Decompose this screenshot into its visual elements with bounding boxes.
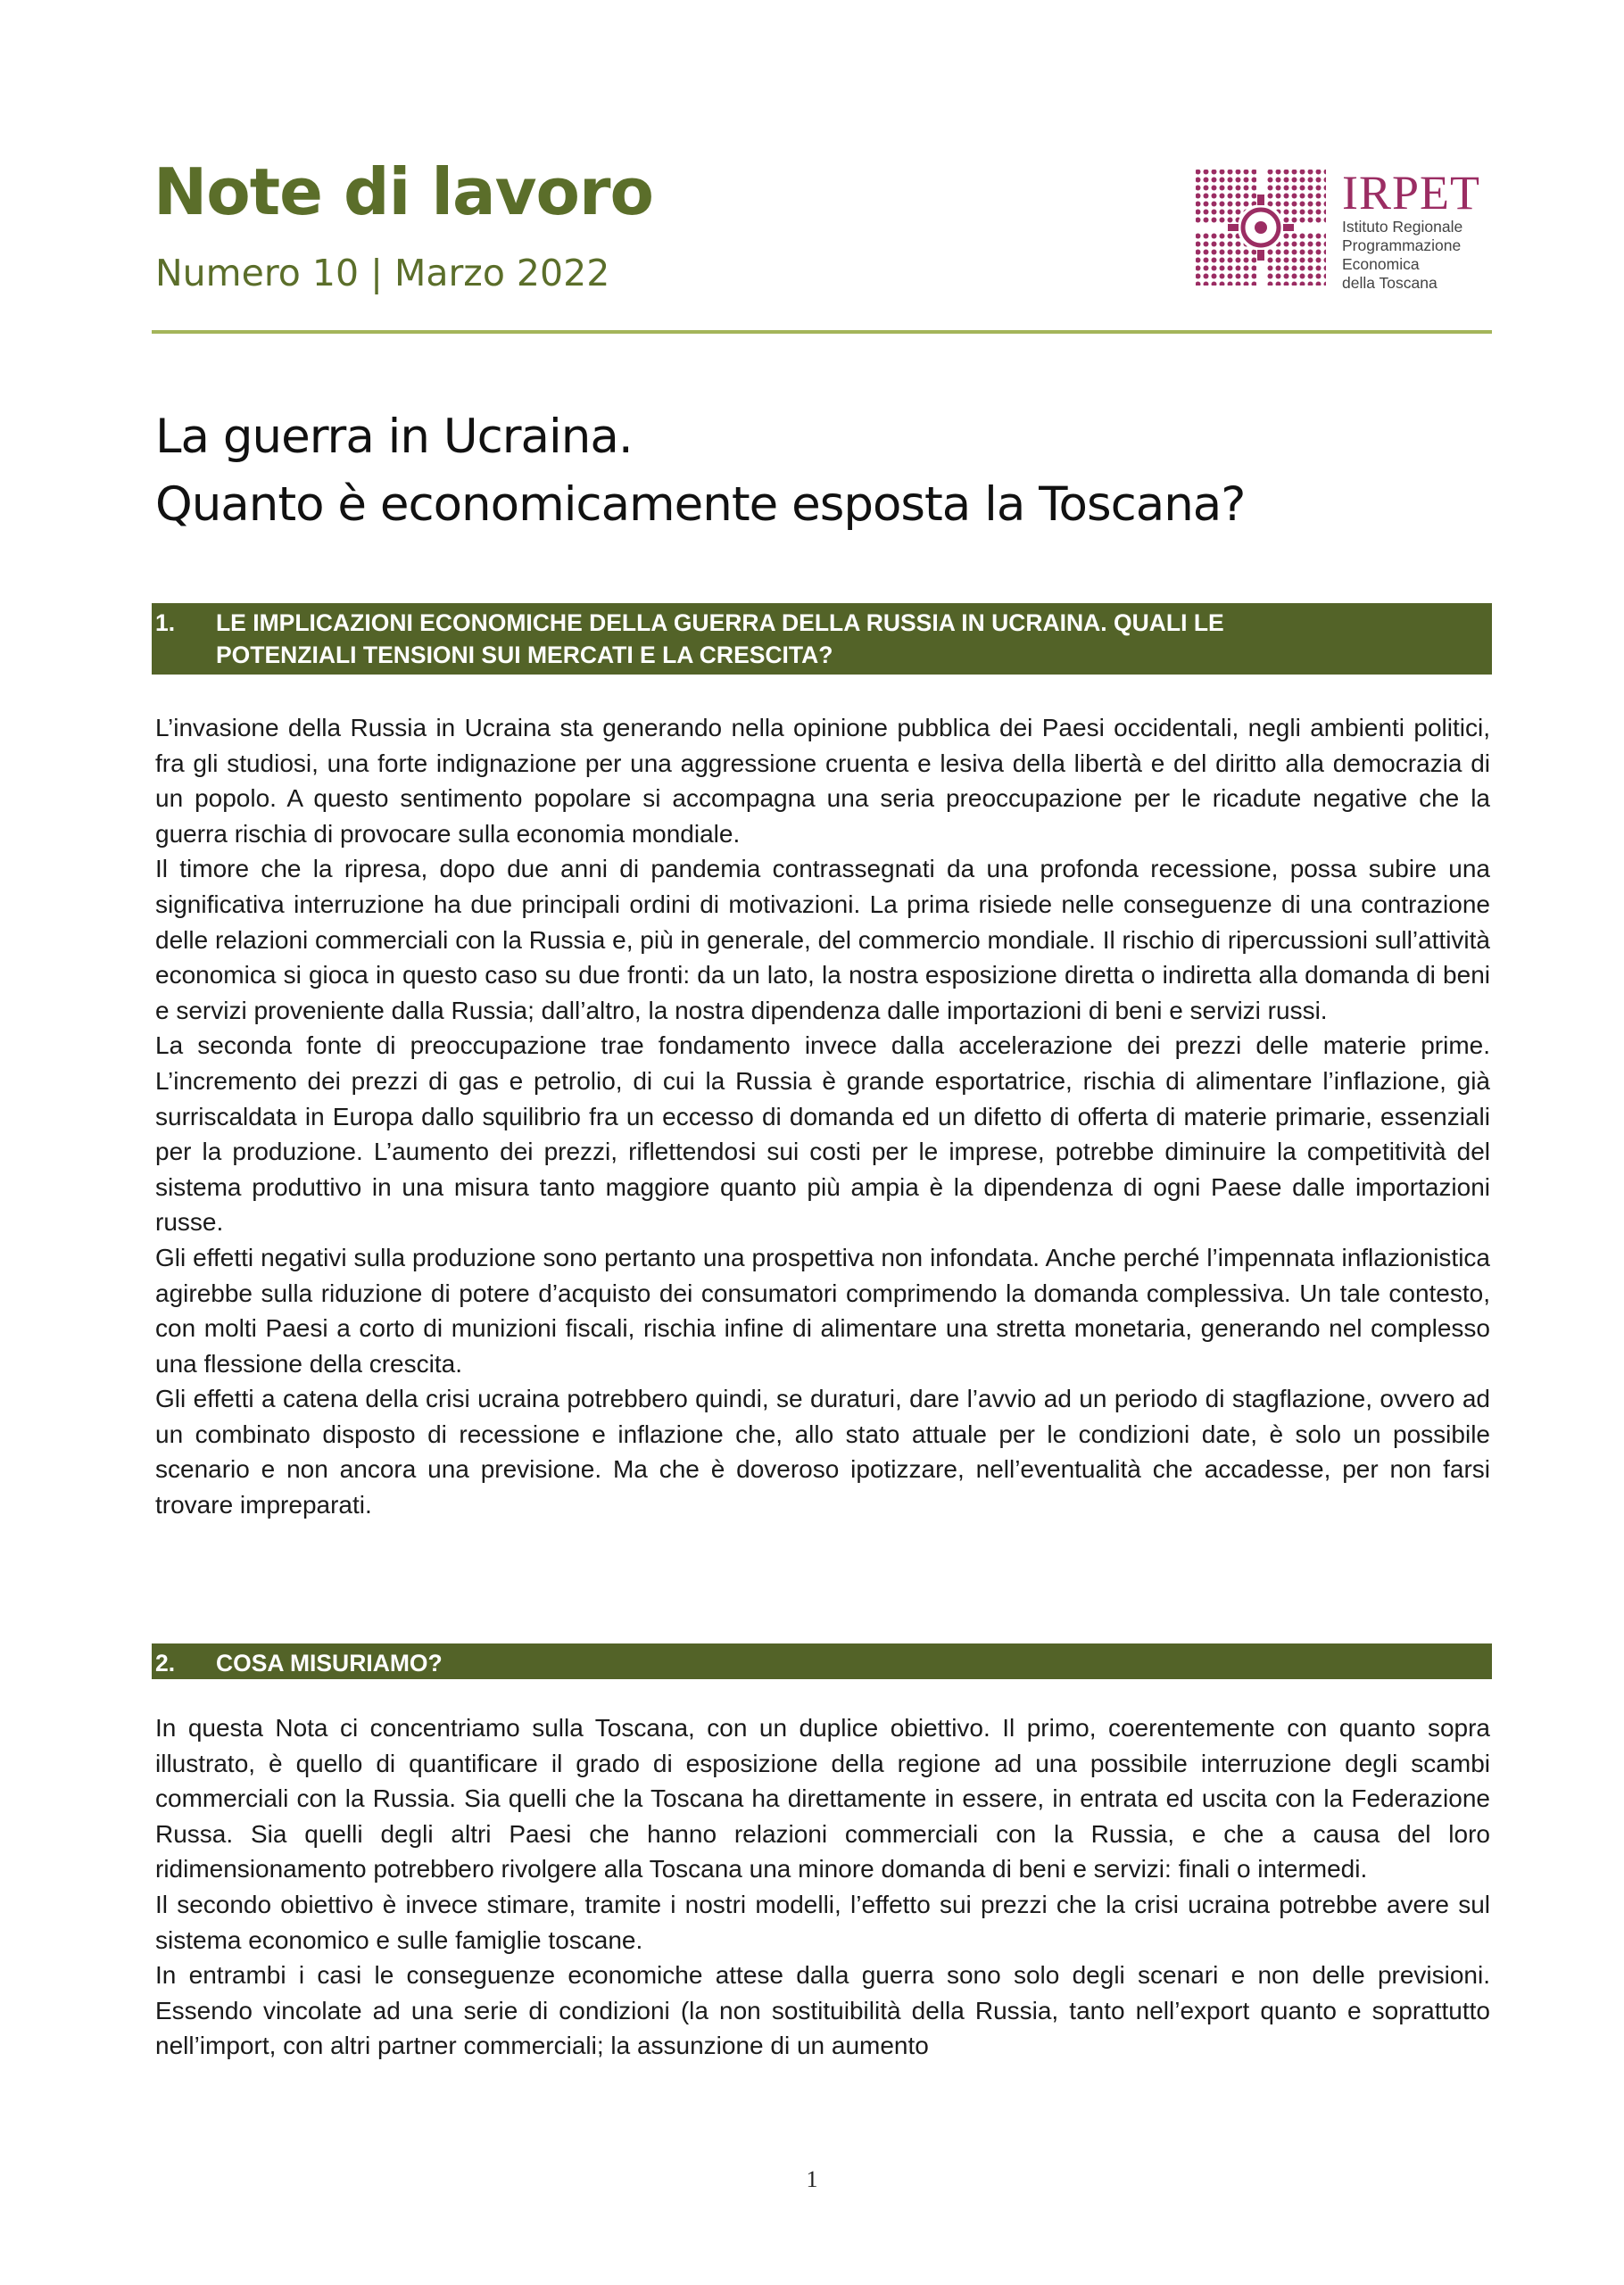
section-heading-line: COSA MISURIAMO? [216,1650,443,1676]
logo-subtitle-line: della Toscana [1342,274,1438,292]
section-heading-line: LE IMPLICAZIONI ECONOMICHE DELLA GUERRA DELLA RUSSIA IN UCRAINA. QUALI LE [216,609,1224,636]
paragraph: L’invasione della Russia in Ucraina sta generando nella opinione pubblica dei Paesi occidentali, negli ambienti politici, fra gli studiosi, una forte indignazione per una aggressione cruenta e lesiva della libertà e del diritto alla democrazia di un popolo. A questo sentimento popolare si accompagna una seria preoccupazione per le ricadute negative che la guerra rischia di provocare sulla economia mondiale. [155,714,1490,848]
paragraph: Gli effetti negativi sulla produzione sono pertanto una prospettiva non infondata. Anche perché l’impennata inflazionistica agirebbe sulla riduzione di potere d’acquisto dei consumatori comprimendo la domanda complessiva. Un tale contesto, con molti Paesi a corto di munizioni fiscali, rischia infine di alimentare una stretta monetaria, generando nel complesso una flessione della crescita. [155,1243,1490,1378]
logo-subtitle-line: Programmazione [1342,236,1462,254]
issue-line: Numero 10 | Marzo 2022 [155,252,610,294]
irpet-emblem-icon [1194,168,1328,287]
section-heading-text [216,1647,1456,1679]
paragraph: Gli effetti a catena della crisi ucraina potrebbero quindi, se duraturi, dare l’avvio ad un periodo di stagflazione, ovvero ad un combinato disposto di recessione e inflazione che, allo stato attuale per le condizioni date, è solo un possibile scenario e non ancora una previsione. Ma che è doveroso ipotizzare, nell’eventualità che accadesse, per non farsi trovare impreparati. [155,1385,1490,1519]
document-title-line: La guerra in Ucraina. [155,410,633,464]
paragraph: La seconda fonte di preoccupazione trae fondamento invece dalla accelerazione dei prezzi delle materie prime. L’incremento dei prezzi di gas e petrolio, di cui la Russia è grande esportatrice, rischia di alimentare l’inflazione, già surriscaldata in Europa dallo squilibrio fra un eccesso di domanda ed un difetto di offerta di materie primarie, essenziali per la produzione. L’aumento dei prezzi, riflettendosi sui costi per le imprese, potrebbe diminuire la competitività del sistema produttivo in una misura tanto maggiore quanto più ampia è la dipendenza di ogni Paese dalle importazioni russe. [155,1031,1490,1237]
section-heading-line: POTENZIALI TENSIONI SUI MERCATI E LA CRESCITA? [216,642,833,668]
section-1-body [155,710,1490,1523]
logo-subtitle-line: Istituto Regionale [1342,218,1463,236]
series-title: Note di lavoro [153,154,653,229]
document-title [155,403,1245,539]
section-2-body [155,1710,1490,2064]
section-heading-2 [152,1643,1492,1679]
section-number: 2. [155,1650,176,1676]
header-divider [152,330,1492,334]
section-heading-1 [152,603,1492,675]
paragraph: In questa Nota ci concentriamo sulla Toscana, con un duplice obiettivo. Il primo, coerentemente con quanto sopra illustrato, è quello di quantificare il grado di esposizione della regione ad una possibile interruzione degli scambi commerciali con la Russia. Sia quelli che la Toscana ha direttamente in essere, in entrata ed uscita con la Federazione Russa. Sia quelli degli altri Paesi che hanno relazioni commerciali con la Russia, e che a causa del loro ridimensionamento potrebbero rivolgere alla Toscana una minore domanda di beni e servizi: finali o intermedi. [155,1714,1490,1883]
page-number: 1 [806,2166,818,2192]
irpet-logo [1194,168,1488,293]
paragraph: Il secondo obiettivo è invece stimare, tramite i nostri modelli, l’effetto sui prezzi che la crisi ucraina potrebbe avere sul sistema economico e sulle famiglie toscane. [155,1890,1490,1954]
document-title-line: Quanto è economicamente esposta la Toscana? [155,477,1246,532]
logo-name: IRPET [1342,166,1481,219]
paragraph: In entrambi i casi le conseguenze economiche attese dalla guerra sono solo degli scenari e non delle previsioni. Essendo vincolate ad una serie di condizioni (la non sostituibilità della Russia, tanto nell’export quanto e soprattutto nell’import, con altri partner commerciali; la assunzione di un aumento [155,1961,1490,2060]
logo-subtitle-line: Economica [1342,255,1420,273]
paragraph: Il timore che la ripresa, dopo due anni di pandemia contrassegnati da una profonda recessione, possa subire una significativa interruzione ha due principali ordini di motivazioni. La prima risiede nelle conseguenze di una contrazione delle relazioni commerciali con la Russia e, più in generale, del commercio mondiale. Il rischio di ripercussioni sull’attività economica si gioca in questo caso su due fronti: da un lato, la nostra esposizione diretta o indiretta alla domanda di beni e servizi proveniente dalla Russia; dall’altro, la nostra dipendenza dalle importazioni di beni e servizi russi. [155,855,1490,1024]
section-heading-text [216,607,1456,671]
logo-text [1342,168,1480,293]
section-number: 1. [155,609,176,636]
